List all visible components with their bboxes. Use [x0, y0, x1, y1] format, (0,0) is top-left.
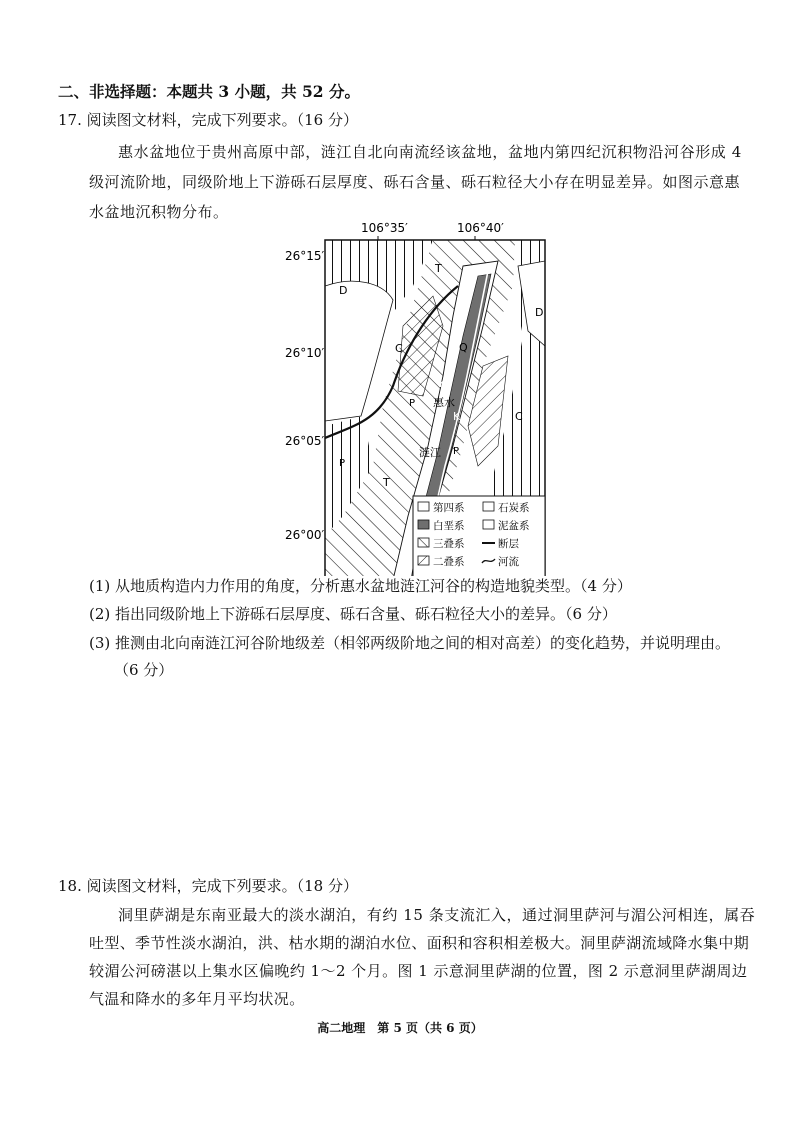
stratum-letter-p: P	[409, 398, 416, 409]
latitude-label: 26°15′	[285, 249, 325, 263]
legend-swatch-permian	[418, 556, 429, 565]
longitude-label: 106°35′	[361, 221, 408, 235]
map-legend	[413, 496, 545, 576]
stratum-letter-d: D	[339, 284, 348, 297]
legend-label: 断层	[498, 538, 519, 550]
question-18-paragraph-line: 气温和降水的多年月平均状况。	[89, 990, 305, 1008]
legend-label: 白垩系	[433, 520, 465, 532]
stratum-letter-t: T	[435, 262, 442, 275]
question-18-paragraph-line: 吐型、季节性淡水湖泊，洪、枯水期的湖泊水位、面积和容积相差极大。洞里萨湖流域降水集中期	[89, 934, 750, 952]
stratum-letter-p: P	[453, 446, 460, 457]
question-17-subquestion-score: （6 分）	[114, 661, 174, 679]
question-17-subquestion: (1) 从地质构造内力作用的角度，分析惠水盆地涟江河谷的构造地貌类型。（4 分）	[89, 577, 632, 595]
legend-label: 二叠系	[433, 556, 465, 568]
question-17-paragraph-line: 惠水盆地位于贵州高原中部，涟江自北向南流经该盆地，盆地内第四纪沉积物沿河谷形成 4	[118, 143, 742, 161]
latitude-label: 26°00′	[285, 528, 325, 542]
huishui-basin-geologic-map	[283, 216, 573, 580]
legend-swatch-carboniferous	[483, 502, 494, 511]
legend-swatch-triassic	[418, 538, 429, 547]
question-17-title: 17. 阅读图文材料，完成下列要求。（16 分）	[58, 111, 358, 129]
legend-swatch-cretaceous	[418, 520, 429, 529]
river-label-lianjiang: 涟江	[419, 446, 441, 459]
legend-label: 河流	[498, 556, 519, 568]
stratum-letter-t: T	[383, 476, 390, 489]
longitude-label: 106°40′	[457, 221, 504, 235]
question-18-paragraph-line: 较湄公河磅湛以上集水区偏晚约 1～2 个月。图 1 示意洞里萨湖的位置，图 2 示意洞里萨湖周边	[89, 962, 748, 980]
latitude-label: 26°10′	[285, 346, 325, 360]
section-heading: 二、非选择题：本题共 3 小题，共 52 分。	[58, 82, 360, 101]
place-label-huishui: 惠水	[433, 396, 455, 409]
page-footer: 高二地理 第 5 页（共 6 页）	[317, 1021, 483, 1035]
legend-swatch-quaternary	[418, 502, 429, 511]
legend-label: 第四系	[433, 502, 465, 514]
question-17-subquestion: (3) 推测由北向南涟江河谷阶地级差（相邻两级阶地之间的相对高差）的变化趋势，并说明理由。	[89, 634, 731, 652]
stratum-letter-k: K	[439, 377, 447, 390]
question-17-paragraph-line: 水盆地沉积物分布。	[89, 203, 229, 221]
stratum-letter-p: P	[339, 458, 346, 469]
legend-label: 石炭系	[498, 502, 530, 514]
legend-label: 三叠系	[433, 538, 465, 550]
latitude-label: 26°05′	[285, 434, 325, 448]
stratum-letter-d: D	[535, 306, 544, 319]
stratum-letter-q: Q	[459, 341, 468, 354]
question-17-paragraph-line: 级河流阶地，同级阶地上下游砾石层厚度、砾石含量、砾石粒径大小存在明显差异。如图示意惠	[89, 173, 741, 191]
stratum-letter-k: K	[453, 410, 461, 423]
stratum-letter-c: C	[515, 410, 523, 423]
question-17-subquestion: (2) 指出同级阶地上下游砾石层厚度、砾石含量、砾石粒径大小的差异。（6 分）	[89, 605, 617, 623]
question-18-title: 18. 阅读图文材料，完成下列要求。（18 分）	[58, 877, 358, 895]
question-18-paragraph-line: 洞里萨湖是东南亚最大的淡水湖泊，有约 15 条支流汇入，通过洞里萨河与湄公河相连，属吞	[118, 906, 756, 924]
legend-swatch-devonian	[483, 520, 494, 529]
stratum-letter-c: C	[395, 342, 403, 355]
legend-label: 泥盆系	[498, 520, 530, 532]
